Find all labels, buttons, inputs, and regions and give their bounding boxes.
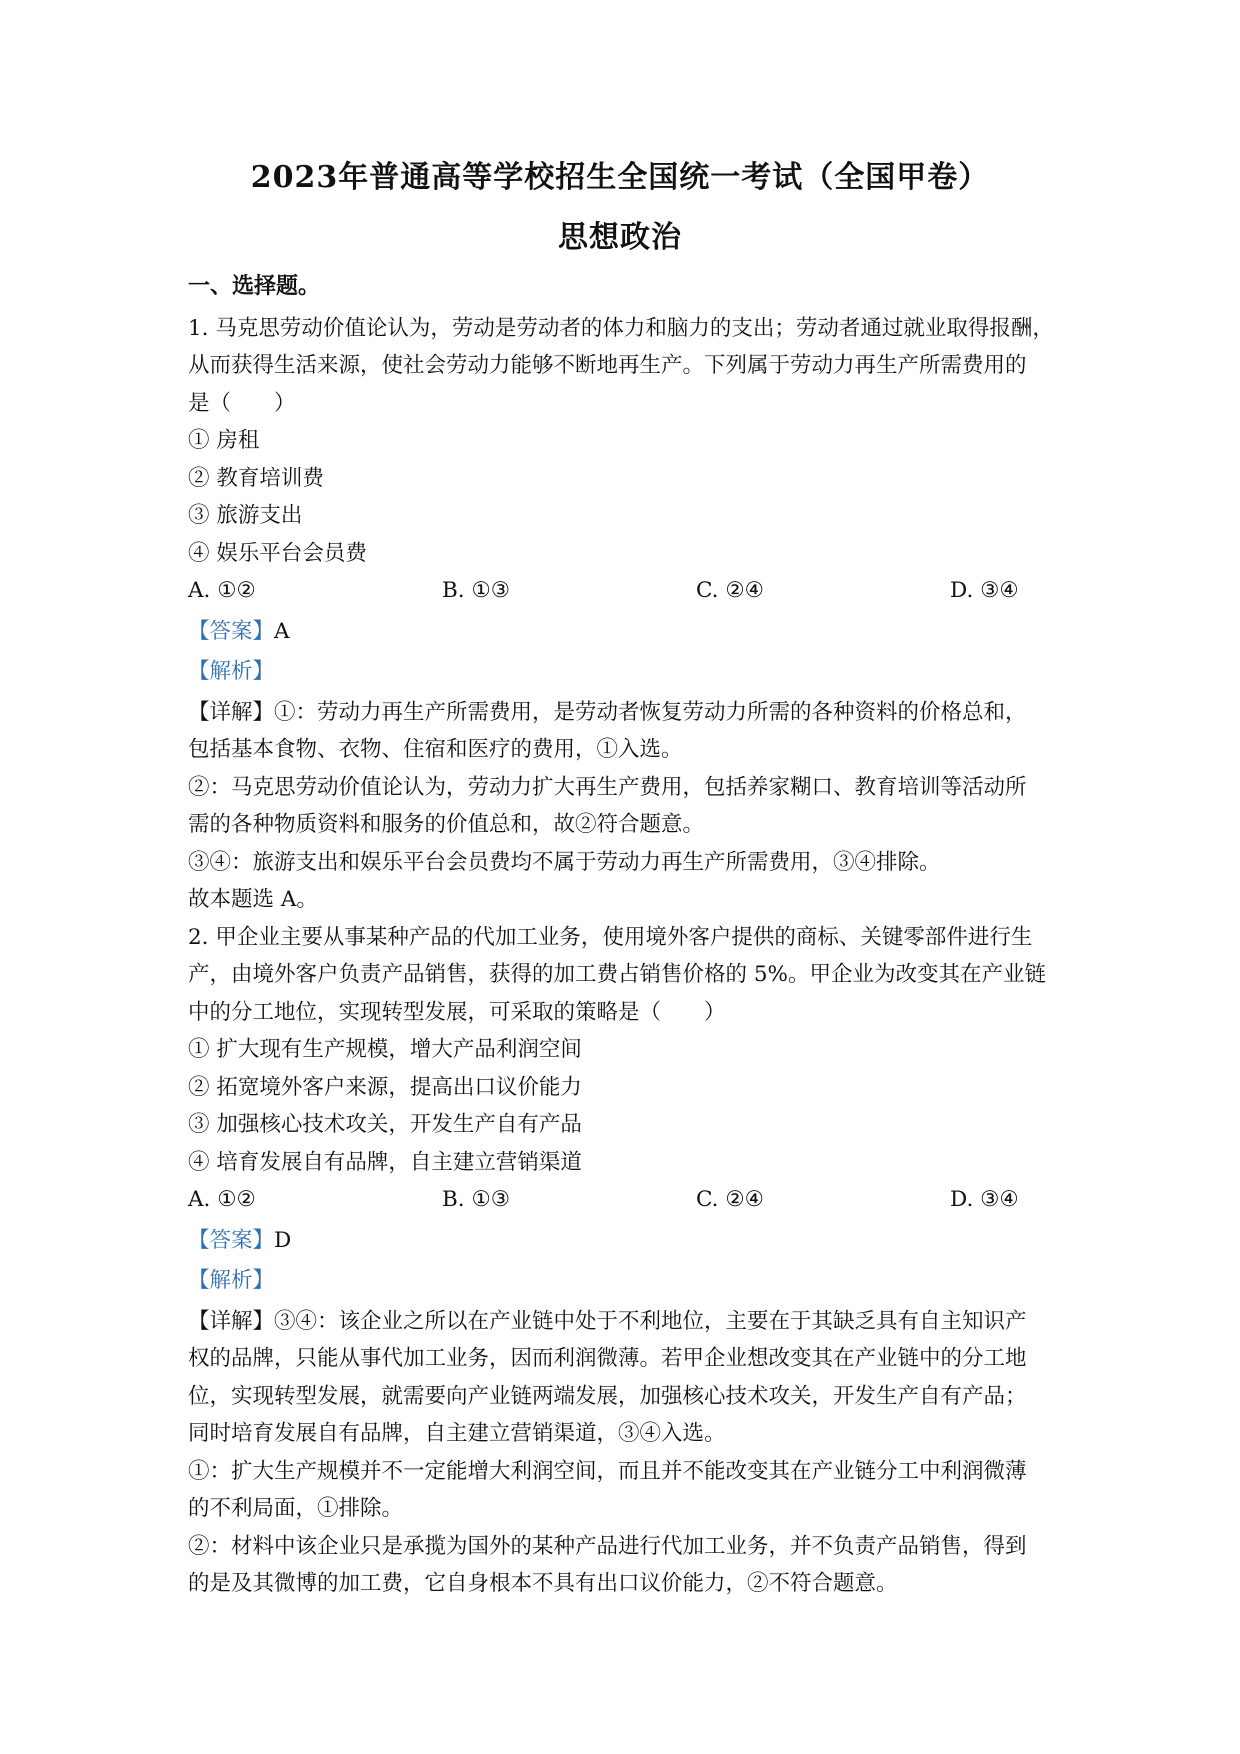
detail-line: 需的各种物质资料和服务的价值总和，故②符合题意。 <box>188 812 705 837</box>
option-item: ① 房租 <box>188 428 260 453</box>
detail-line: 权的品牌，只能从事代加工业务，因而利润微薄。若甲企业想改变其在产业链中的分工地 <box>188 1346 1027 1371</box>
option-item: ① 扩大现有生产规模，增大产品利润空间 <box>188 1037 582 1062</box>
choice-b: B. ①③ <box>442 578 511 603</box>
subject-title: 思想政治 <box>558 220 682 255</box>
analysis-label: 【解析】 <box>188 659 275 684</box>
question-stem-line: 是（ ） <box>188 390 296 416</box>
detail-line: 包括基本食物、衣物、住宿和医疗的费用，①入选。 <box>188 737 683 762</box>
detail-line: ②：马克思劳动价值论认为，劳动力扩大再生产费用，包括养家糊口、教育培训等活动所 <box>188 774 1027 800</box>
answer-choices <box>188 572 1068 610</box>
choice-c: C. ②④ <box>696 1187 764 1212</box>
answer-choices <box>188 1181 1068 1219</box>
answer-line <box>188 613 1068 651</box>
option-item: ④ 培育发展自有品牌，自主建立营销渠道 <box>188 1149 582 1175</box>
detail-line: ③④：旅游支出和娱乐平台会员费均不属于劳动力再生产所需费用，③④排除。 <box>188 849 941 875</box>
choice-c: C. ②④ <box>696 578 764 603</box>
detail-line: 故本题选 A。 <box>188 887 318 912</box>
choice-a: A. ①② <box>188 1187 256 1212</box>
detail-line: 的不利局面，①排除。 <box>188 1496 404 1521</box>
detail-line: 的是及其微博的加工费，它自身根本不具有出口议价能力，②不符合题意。 <box>188 1571 898 1596</box>
detail-line: 位，实现转型发展，就需要向产业链两端发展，加强核心技术攻关，开发生产自有产品； <box>188 1383 1027 1409</box>
option-item: ③ 加强核心技术攻关，开发生产自有产品 <box>188 1112 582 1137</box>
detail-line: 【详解】③④：该企业之所以在产业链中处于不利地位，主要在于其缺乏具有自主知识产 <box>188 1308 1027 1334</box>
option-item: ② 拓宽境外客户来源，提高出口议价能力 <box>188 1074 582 1100</box>
answer-value: A <box>274 618 290 644</box>
section-heading: 一、选择题。 <box>188 273 321 299</box>
answer-label: 【答案】 <box>188 1227 275 1253</box>
question-stem-line: 中的分工地位，实现转型发展，可采取的策略是（ ） <box>188 999 726 1025</box>
exam-body <box>188 268 1068 1603</box>
option-item: ④ 娱乐平台会员费 <box>188 540 367 566</box>
question-stem-line: 从而获得生活来源，使社会劳动力能够不断地再生产。下列属于劳动力再生产所需费用的 <box>188 353 1027 378</box>
question-stem-line: 1. 马克思劳动价值论认为，劳动是劳动者的体力和脑力的支出；劳动者通过就业取得报酬， <box>188 315 1054 341</box>
question-stem-line: 产，由境外客户负责产品销售，获得的加工费占销售价格的 5%。甲企业为改变其在产业链 <box>188 962 1046 987</box>
question-stem-line: 2. 甲企业主要从事某种产品的代加工业务，使用境外客户提供的商标、关键零部件进行生 <box>188 924 1033 950</box>
detail-line: ②：材料中该企业只是承揽为国外的某种产品进行代加工业务，并不负责产品销售，得到 <box>188 1533 1027 1559</box>
option-item: ③ 旅游支出 <box>188 503 303 528</box>
answer-label: 【答案】 <box>188 618 275 644</box>
question-1 <box>188 310 1068 919</box>
option-item: ② 教育培训费 <box>188 465 324 491</box>
analysis-label: 【解析】 <box>188 1268 275 1293</box>
choice-b: B. ①③ <box>442 1187 511 1212</box>
choice-a: A. ①② <box>188 578 256 603</box>
choice-d: D. ③④ <box>950 578 1019 603</box>
detail-line: 【详解】①：劳动力再生产所需费用，是劳动者恢复劳动力所需的各种资料的价格总和， <box>188 699 1027 725</box>
detail-line: 同时培育发展自有品牌，自主建立营销渠道，③④入选。 <box>188 1421 726 1446</box>
question-2 <box>188 919 1068 1603</box>
answer-line <box>188 1222 1068 1260</box>
choice-d: D. ③④ <box>950 1187 1019 1212</box>
detail-line: ①：扩大生产规模并不一定能增大利润空间，而且并不能改变其在产业链分工中利润微薄 <box>188 1458 1027 1484</box>
answer-value: D <box>274 1227 292 1253</box>
exam-title: 2023年普通高等学校招生全国统一考试（全国甲卷） <box>250 160 990 195</box>
